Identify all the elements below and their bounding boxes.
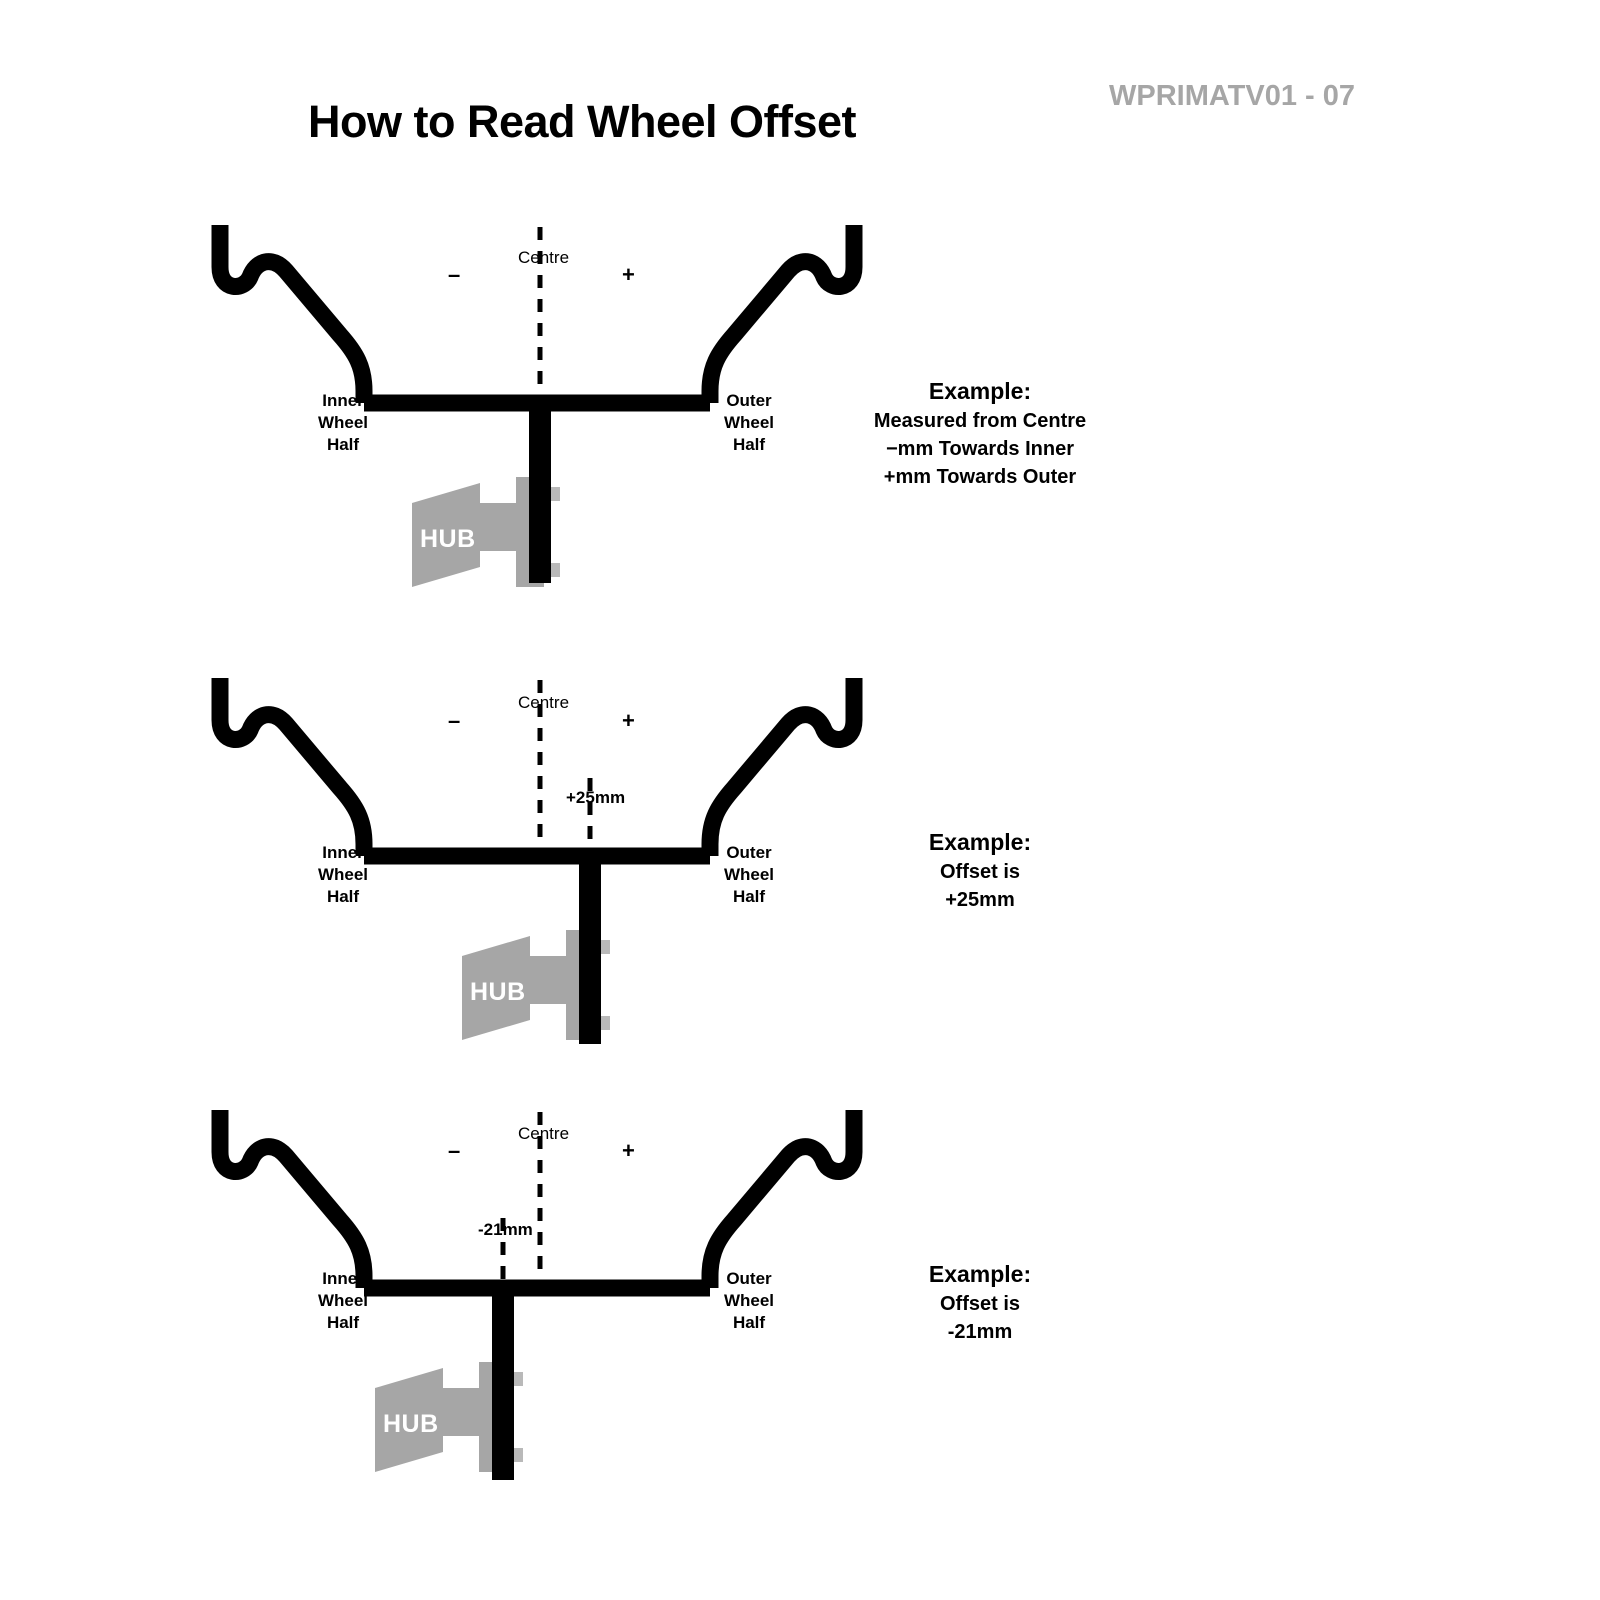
plus-sign-1: + [622, 262, 635, 287]
panel-zero-offset [0, 215, 1600, 635]
outer-wheel-half-label-2: Outer Wheel Half [723, 843, 775, 906]
wheel-cross-section-diagram-2 [180, 668, 940, 1068]
minus-sign-2: – [448, 708, 461, 733]
wheel-cross-section-diagram-3 [180, 1100, 940, 1500]
example-text-3 [865, 1260, 1095, 1346]
panel-positive-offset [0, 668, 1600, 1088]
offset-value-label-2: +25mm [566, 788, 626, 807]
example-heading-2: Example: [928, 829, 1032, 855]
centre-label-1: Centre [518, 248, 570, 267]
example-line-3-2: -21mm [947, 1321, 1013, 1343]
plus-sign-3: + [622, 1138, 635, 1163]
wheel-mounting-face [529, 403, 551, 583]
example-line-2-2: +25mm [945, 889, 1015, 911]
centre-label-2: Centre [518, 693, 570, 712]
centre-label-3: Centre [518, 1124, 570, 1143]
hub-label-1: HUB [420, 525, 476, 553]
inner-wheel-half-label-1: Inner Wheel Half [317, 391, 369, 454]
hub-label-3: HUB [383, 1410, 439, 1438]
wheel-mounting-face [492, 1288, 514, 1480]
minus-sign-1: – [448, 262, 461, 287]
minus-sign-3: – [448, 1138, 461, 1163]
offset-value-label-3: -21mm [478, 1220, 533, 1239]
example-line-1-1: Measured from Centre [873, 410, 1087, 432]
example-heading-1: Example: [928, 378, 1032, 404]
plus-sign-2: + [622, 708, 635, 733]
example-text-2 [865, 828, 1095, 914]
hub-label-2: HUB [470, 978, 526, 1006]
example-line-2-1: Offset is [939, 861, 1021, 883]
outer-wheel-half-label-3: Outer Wheel Half [723, 1269, 775, 1332]
example-line-3-1: Offset is [939, 1293, 1021, 1315]
inner-wheel-half-label-2: Inner Wheel Half [317, 843, 369, 906]
example-heading-3: Example: [928, 1261, 1032, 1287]
part-code-label: WPRIMATV01 - 07 [1108, 80, 1355, 112]
wheel-mounting-face [579, 856, 601, 1044]
example-line-1-2: −mm Towards Inner [885, 438, 1074, 460]
example-line-1-3: +mm Towards Outer [883, 466, 1077, 488]
wheel-cross-section-diagram-1 [180, 215, 940, 615]
outer-wheel-half-label-1: Outer Wheel Half [723, 391, 775, 454]
panel-negative-offset [0, 1100, 1600, 1520]
example-text-1 [865, 377, 1095, 491]
page-title: How to Read Wheel Offset [308, 96, 857, 147]
inner-wheel-half-label-3: Inner Wheel Half [317, 1269, 369, 1332]
